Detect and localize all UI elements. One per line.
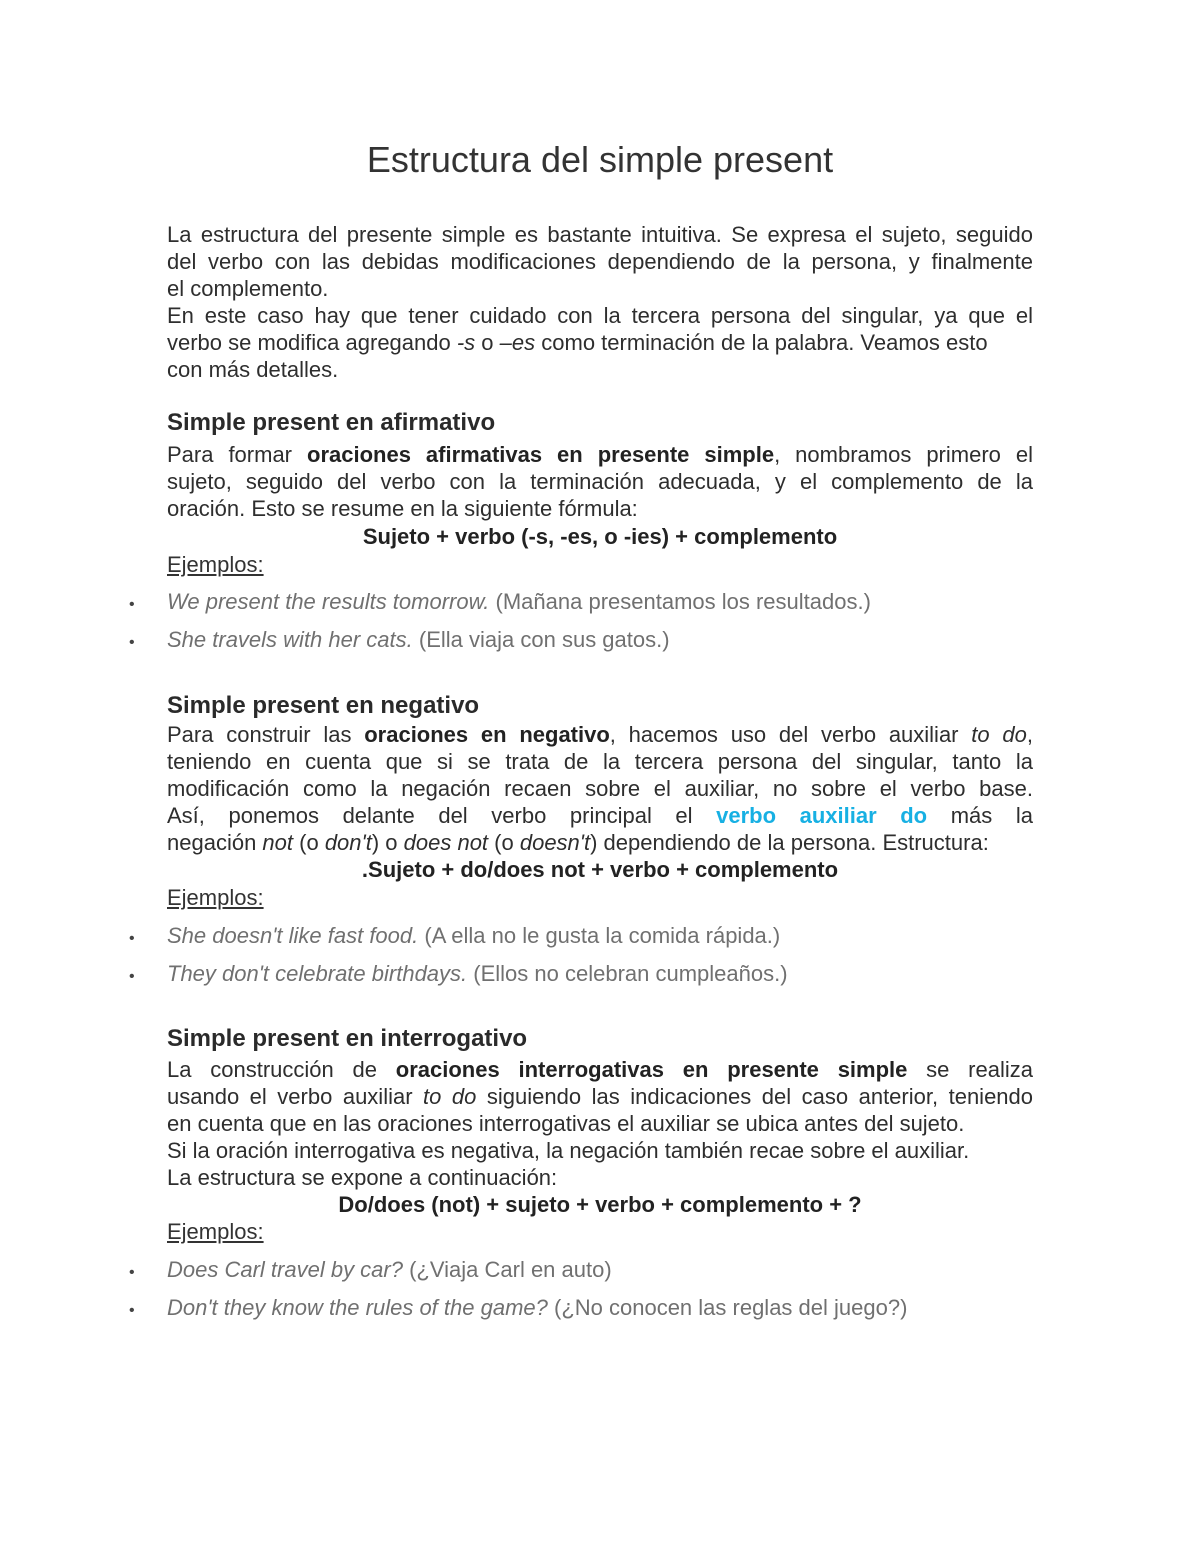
interrogativo-line-2: usando el verbo auxiliar to do siguiendo las indicaciones del caso anterior, teniendo (167, 1084, 1034, 1109)
section-heading-interrogativo: Simple present en interrogativo (167, 1025, 528, 1052)
list-item: • Don't they know the rules of the game? (¿No conocen las reglas del juego?) (129, 1293, 1033, 1326)
intro-line-1: La estructura del presente simple es bastante intuitiva. Se expresa el sujeto, seguido (167, 222, 1033, 247)
interrogativo-line-4: Si la oración interrogativa es negativa, la negación también recae sobre el auxiliar. (167, 1138, 970, 1163)
intro-line-2: del verbo con las debidas modificaciones dependiendo de la persona, y finalmente (167, 249, 1033, 274)
list-item: • She travels with her cats. (Ella viaja con sus gatos.) (129, 625, 1033, 658)
negativo-line-5: negación not (o don't) o does not (o doesn't) dependiendo de la persona. Estructura: (167, 830, 989, 855)
negativo-formula: .Sujeto + do/does not + verbo + complemento (361, 857, 839, 882)
negativo-line-2: teniendo en cuenta que si se trata de la tercera persona del singular, tanto la (167, 749, 1033, 774)
bullet-icon: • (129, 596, 135, 613)
afirmativo-line-3: oración. Esto se resume en la siguiente fórmula: (167, 496, 638, 521)
section-heading-negativo: Simple present en negativo (167, 692, 480, 719)
intro-line-4: En este caso hay que tener cuidado con la tercera persona del singular, ya que el (167, 303, 1033, 328)
interrogativo-formula: Do/does (not) + sujeto + verbo + complemento + ? (338, 1192, 862, 1217)
bullet-icon: • (129, 1264, 135, 1281)
interrogativo-line-3: en cuenta que en las oraciones interrogativas el auxiliar se ubica antes del sujeto. (167, 1111, 965, 1136)
afirmativo-line-2: sujeto, seguido del verbo con la terminación adecuada, y el complemento de la (167, 469, 1033, 494)
bullet-icon: • (129, 1302, 135, 1319)
negativo-ejemplos-label: Ejemplos: (167, 885, 264, 910)
list-item: • Does Carl travel by car? (¿Viaja Carl en auto) (129, 1255, 1033, 1288)
page-title: Estructura del simple present (366, 139, 834, 180)
negativo-line-3: modificación como la negación recaen sobre el auxiliar, no sobre el verbo base. (167, 776, 1033, 801)
negativo-line-1: Para construir las oraciones en negativo, hacemos uso del verbo auxiliar to do, (167, 722, 1033, 747)
list-item: • She doesn't like fast food. (A ella no le gusta la comida rápida.) (129, 921, 1033, 954)
bullet-icon: • (129, 968, 135, 985)
negativo-line-4: Así, ponemos delante del verbo principal el verbo auxiliar do más la (167, 803, 1033, 828)
interrogativo-line-1: La construcción de oraciones interrogativas en presente simple se realiza (167, 1057, 1033, 1082)
intro-line-6: con más detalles. (167, 357, 339, 382)
list-item: • They don't celebrate birthdays. (Ellos no celebran cumpleaños.) (129, 959, 1033, 992)
bullet-icon: • (129, 634, 135, 651)
afirmativo-line-1: Para formar oraciones afirmativas en presente simple, nombramos primero el (167, 442, 1033, 467)
afirmativo-formula: Sujeto + verbo (-s, -es, o -ies) + complemento (362, 524, 838, 549)
intro-line-3: el complemento. (167, 276, 329, 301)
bullet-icon: • (129, 930, 135, 947)
interrogativo-ejemplos-label: Ejemplos: (167, 1219, 264, 1244)
list-item: • We present the results tomorrow. (Mañana presentamos los resultados.) (129, 587, 1033, 620)
intro-line-5: verbo se modifica agregando -s o –es como terminación de la palabra. Veamos esto (167, 330, 988, 355)
afirmativo-ejemplos-label: Ejemplos: (167, 552, 264, 577)
section-heading-afirmativo: Simple present en afirmativo (167, 409, 496, 436)
interrogativo-line-5: La estructura se expone a continuación: (167, 1165, 558, 1190)
